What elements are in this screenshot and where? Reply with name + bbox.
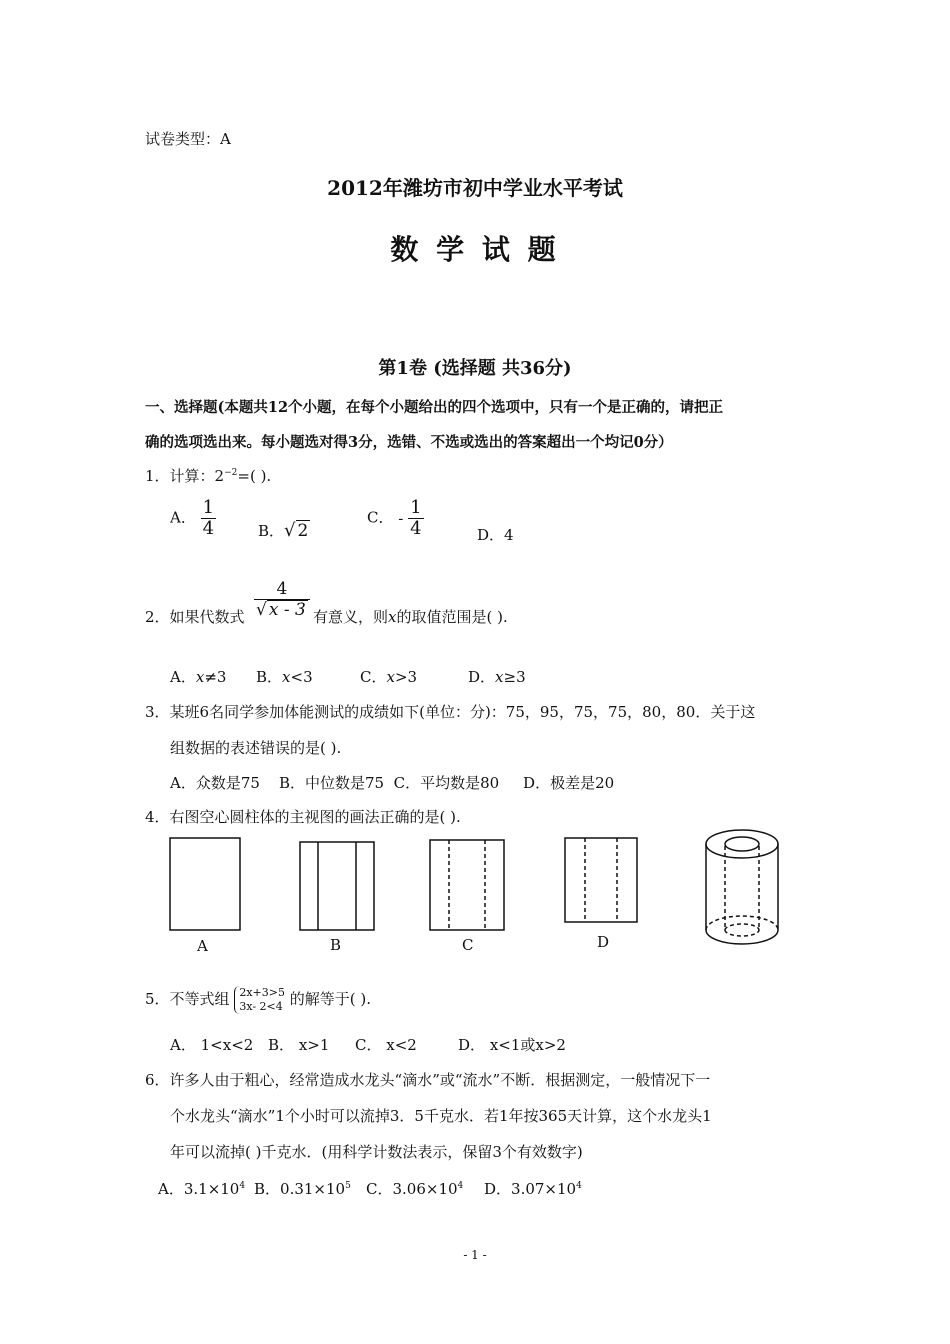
question-6-line-2: 个水龙头“滴水”1个小时可以流掉3．5千克水．若1年按365天计算，这个水龙头1 bbox=[170, 1107, 712, 1125]
figure-d bbox=[565, 838, 637, 922]
section-title: 第1卷 (选择题 共36分) bbox=[378, 358, 572, 379]
q1-option-d: D．4 bbox=[477, 526, 514, 544]
question-6-line-1: 6．许多人由于粗心，经常造成水龙头“滴水”或“流水”不断．根据测定，一般情况下一 bbox=[145, 1071, 711, 1089]
q6-option-d: D．$3.07\times 10^4$ bbox=[484, 1180, 582, 1198]
q5-option-a: A． 1<x<2 bbox=[170, 1036, 254, 1054]
question-6-line-3: 年可以流掉( )千克水．(用科学计数法表示，保留3个有效数字) bbox=[170, 1143, 583, 1161]
q6-option-a: A．$3.1\times 10^4$ bbox=[158, 1180, 246, 1198]
q1-option-c: C． - $\frac{1}{4}$ bbox=[367, 497, 422, 539]
q3-options: A．众数是75 B．中位数是75 C．平均数是80 D．极差是20 bbox=[170, 774, 615, 792]
instructions-line-2: 确的选项选出来。每小题选对得3分，选错、不选或选出的答案超出一个均记0分） bbox=[145, 434, 673, 451]
question-4-stem: 4．右图空心圆柱体的主视图的画法正确的是( ). bbox=[145, 808, 461, 826]
q6-option-c: C．$3.06\times 10^4$ bbox=[366, 1180, 464, 1198]
paper-type: 试卷类型：A bbox=[145, 130, 231, 148]
question-2-stem-prefix: 2．如果代数式 bbox=[145, 608, 245, 626]
q2-option-a: A．x≠3 bbox=[170, 668, 227, 686]
figure-b bbox=[300, 842, 374, 930]
q2-option-c: C．x>3 bbox=[360, 668, 418, 686]
q5-option-d: D． x<1或x>2 bbox=[458, 1036, 566, 1054]
q1-option-a: A． $\frac{1}{4}$ bbox=[170, 497, 215, 539]
question-3-line-2: 组数据的表述错误的是( ). bbox=[170, 739, 342, 757]
figure-a-rect bbox=[170, 838, 240, 930]
subject-title: 数 学 试 题 bbox=[390, 233, 560, 266]
figure-a-label: A bbox=[197, 937, 208, 955]
q5-option-c: C． x<2 bbox=[355, 1036, 417, 1054]
figure-c bbox=[430, 840, 504, 930]
question-5-stem: 5．不等式组 2x+3>5 3x- 2<4 的解等于( ). bbox=[145, 986, 371, 1013]
q6-option-b: B．$0.31\times 10^5$ bbox=[254, 1180, 351, 1198]
question-1-stem: 1．计算：$2^{-2}=$( ). bbox=[145, 467, 272, 485]
q1-option-b: B．√ 2 bbox=[258, 520, 309, 541]
question-2-stem-suffix: 有意义，则x的取值范围是( ). bbox=[313, 608, 508, 626]
hollow-cylinder-figure bbox=[706, 830, 778, 944]
q4-figures bbox=[160, 826, 810, 958]
figure-c-label: C bbox=[462, 936, 474, 954]
page-number: - 1 - bbox=[463, 1248, 487, 1262]
inequality-system: 2x+3>5 3x- 2<4 bbox=[234, 986, 285, 1014]
figure-b-label: B bbox=[330, 936, 342, 954]
instructions-line-1: 一、选择题(本题共12个小题，在每个小题给出的四个选项中，只有一个是正确的，请把正 bbox=[145, 399, 724, 416]
figure-d-label: D bbox=[597, 933, 610, 951]
q5-option-b: B． x>1 bbox=[268, 1036, 330, 1054]
q2-fraction: $\frac{4}{√ x - 3}$ bbox=[254, 580, 310, 619]
exam-title: 2012年潍坊市初中学业水平考试 bbox=[327, 176, 623, 200]
question-3-line-1: 3．某班6名同学参加体能测试的成绩如下(单位：分)：75，95，75，75，80，80．关于这 bbox=[145, 703, 756, 721]
q2-option-d: D．x≥3 bbox=[468, 668, 526, 686]
q2-option-b: B．x<3 bbox=[256, 668, 313, 686]
